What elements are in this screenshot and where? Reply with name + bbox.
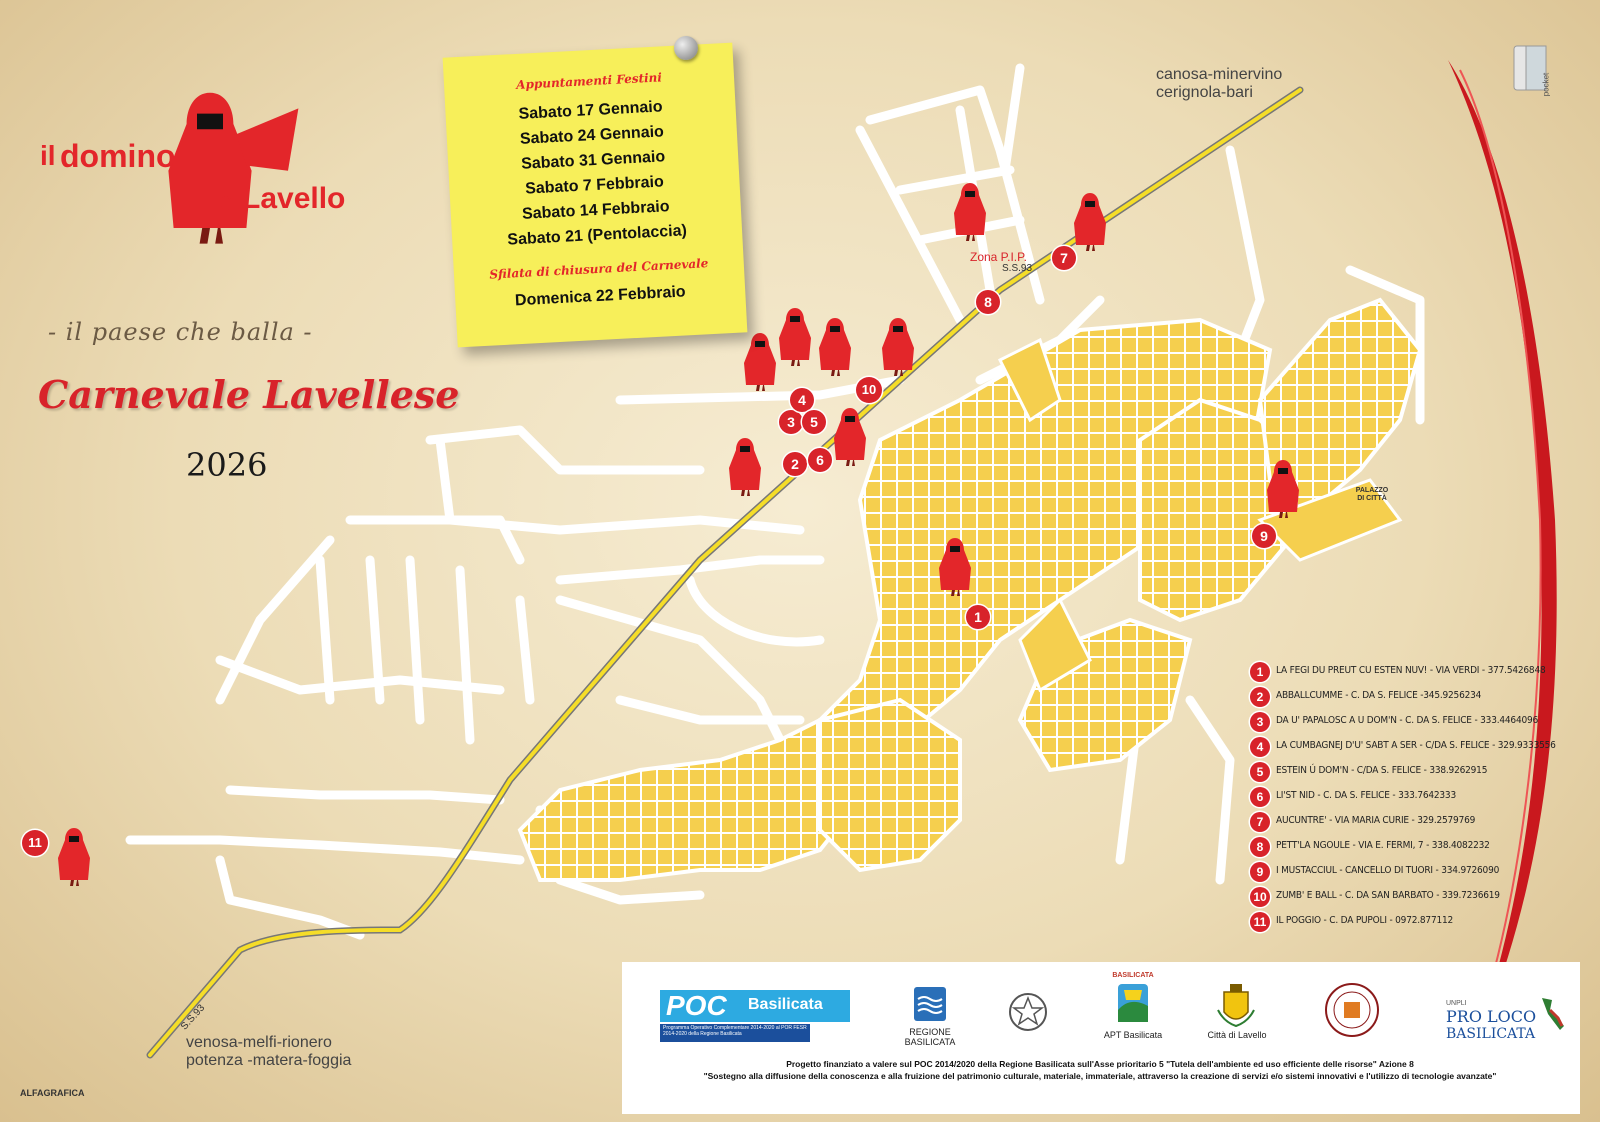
marker-8[interactable]: 8 <box>976 290 1000 314</box>
italian-republic-emblem-icon <box>1006 990 1050 1034</box>
legend-text: ABBALLCUMME - C. DA S. FELICE -345.9256234 <box>1276 690 1482 701</box>
proloco-top: UNPLI <box>1446 1000 1467 1007</box>
dest-ne-line2: cerignola-bari <box>1156 84 1253 101</box>
logo-lavello: Lavello <box>242 182 346 215</box>
marker-9[interactable]: 9 <box>1252 524 1276 548</box>
marker-1[interactable]: 1 <box>966 605 990 629</box>
legend-text: AUCUNTRE' - VIA MARIA CURIE - 329.2579769 <box>1276 815 1476 826</box>
marker-6[interactable]: 6 <box>808 448 832 472</box>
pocket-label: pocket <box>1541 72 1551 97</box>
legend-number: 4 <box>1250 737 1270 757</box>
marker-10[interactable]: 10 <box>856 377 882 403</box>
apt-top-caption: BASILICATA <box>1112 972 1154 979</box>
closing-date: Domenica 22 Febbraio <box>514 283 686 310</box>
legend-number: 7 <box>1250 812 1270 832</box>
legend-text: LI'ST NID - C. DA S. FELICE - 333.7642333 <box>1276 790 1456 801</box>
regione-basilicata-crest-icon <box>910 985 950 1025</box>
legend-text: IL POGGIO - C. DA PUPOLI - 0972.877112 <box>1276 915 1454 926</box>
legend-number: 10 <box>1250 887 1270 907</box>
legend-number: 8 <box>1250 837 1270 857</box>
dest-sw-line1: venosa-melfi-rionero <box>186 1034 332 1051</box>
poc-sub-text: Basilicata <box>748 996 823 1013</box>
footer-line-2: "Sostegno alla diffusione della conoscenza e alla fruizione del patrimonio culturale, materiale, immateriale, attraverso la creazione di servizi e/o sistemi innovativi e l'utilizzo di tecnologie avanzate" <box>703 1071 1497 1081</box>
citta-lavello-crest-icon <box>1214 982 1258 1030</box>
marker-2[interactable]: 2 <box>783 452 807 476</box>
poc-basilicata-logo <box>660 990 850 1042</box>
legend-text: PETT'LA NGOULE - VIA E. FERMI, 7 - 338.4082232 <box>1276 840 1490 851</box>
ss93-label-south: S.S.93 <box>178 1002 208 1033</box>
zone-pip-label: Zona P.I.P. <box>970 250 1027 264</box>
regione-caption: REGIONE BASILICATA <box>904 1027 956 1047</box>
dest-sw-line2: potenza -matera-foggia <box>186 1052 352 1069</box>
legend-text: I MUSTACCIUL - CANCELLO DI TUORI - 334.9726090 <box>1276 865 1500 876</box>
schedule-date-5: Sabato 14 Febbraio <box>521 198 670 223</box>
poc-main-text: POC <box>666 990 727 1021</box>
dest-ne-line1: canosa-minervino <box>1156 66 1283 83</box>
italy-shape-icon <box>1538 996 1568 1038</box>
ss93-label-north: S.S.93 <box>1002 263 1033 274</box>
proloco-sub: BASILICATA <box>1446 1026 1536 1042</box>
marker-4[interactable]: 4 <box>790 388 814 412</box>
event-year: 2026 <box>186 446 268 484</box>
marker-11[interactable]: 11 <box>22 830 48 856</box>
footer-line-1: Progetto finanziato a valere sul POC 2014/2020 della Regione Basilicata sull'Asse prioritario 5 "Tutela dell'ambiente ed uso efficiente delle risorse" Azione 8 <box>786 1059 1414 1069</box>
tagline: - il paese che balla - <box>48 318 313 346</box>
domino-logo-figure <box>168 93 298 244</box>
logo-di: di <box>220 186 241 216</box>
legend-number: 11 <box>1250 912 1270 932</box>
proloco-main: PRO LOCO <box>1446 1007 1537 1026</box>
legend-text: LA CUMBAGNEJ D'U' SABT A SER - C/DA S. FELICE - 329.9333556 <box>1276 740 1556 751</box>
poc-bar-text: Programma Operativo Complementare 2014-2020 al POR FESR 2014-2020 della Regione Basilicata <box>660 1024 810 1042</box>
logo-domino: domino <box>60 138 176 174</box>
legend-text: ZUMB' E BALL - C. DA SAN BARBATO - 339.7236619 <box>1276 890 1500 901</box>
logo-il: il <box>40 140 56 171</box>
alfagrafica-credit: ALFAGRAFICA <box>20 1088 85 1098</box>
palazzo-label: PALAZZO DI CITTÀ <box>1355 487 1389 502</box>
legend-text: ESTEIN Ú DOM'N - C/DA S. FELICE - 338.9262915 <box>1276 765 1488 776</box>
funding-footer <box>630 1058 1570 1082</box>
pro-loco-lavello-seal-icon <box>1324 982 1380 1038</box>
legend-number: 6 <box>1250 787 1270 807</box>
dest-southwest <box>186 1034 351 1070</box>
schedule-date-6: Sabato 21 (Pentolaccia) <box>506 222 688 249</box>
legend-number: 3 <box>1250 712 1270 732</box>
legend-number: 2 <box>1250 687 1270 707</box>
closing-heading: Sfilata di chiusura del Carnevale <box>489 256 709 282</box>
marker-3[interactable]: 3 <box>779 410 803 434</box>
schedule-date-3: Sabato 31 Gennaio <box>520 148 666 173</box>
legend-number: 5 <box>1250 762 1270 782</box>
schedule-date-2: Sabato 24 Gennaio <box>519 123 665 148</box>
event-title: Carnevale Lavellese <box>38 372 460 417</box>
legend-text: DA U' PAPALOSC A U DOM'N - C. DA S. FELICE - 333.4464096 <box>1276 715 1539 726</box>
apt-caption: APT Basilicata <box>1103 1030 1163 1040</box>
apt-basilicata-logo-icon <box>1110 980 1156 1026</box>
dest-northeast <box>1156 66 1282 102</box>
marker-5[interactable]: 5 <box>802 410 826 434</box>
schedule-date-4: Sabato 7 Febbraio <box>524 173 665 198</box>
schedule-heading: Appuntamenti Festini <box>515 70 663 92</box>
legend-number: 1 <box>1250 662 1270 682</box>
legend-text: LA FEGI DU PREUT CU ESTEN NUV! - VIA VERDI - 377.5426848 <box>1276 665 1546 676</box>
citta-caption: Città di Lavello <box>1207 1030 1267 1040</box>
pushpin-icon <box>674 36 698 60</box>
marker-7[interactable]: 7 <box>1052 246 1076 270</box>
legend-number: 9 <box>1250 862 1270 882</box>
schedule-date-1: Sabato 17 Gennaio <box>518 98 663 123</box>
schedule-note <box>443 43 748 348</box>
